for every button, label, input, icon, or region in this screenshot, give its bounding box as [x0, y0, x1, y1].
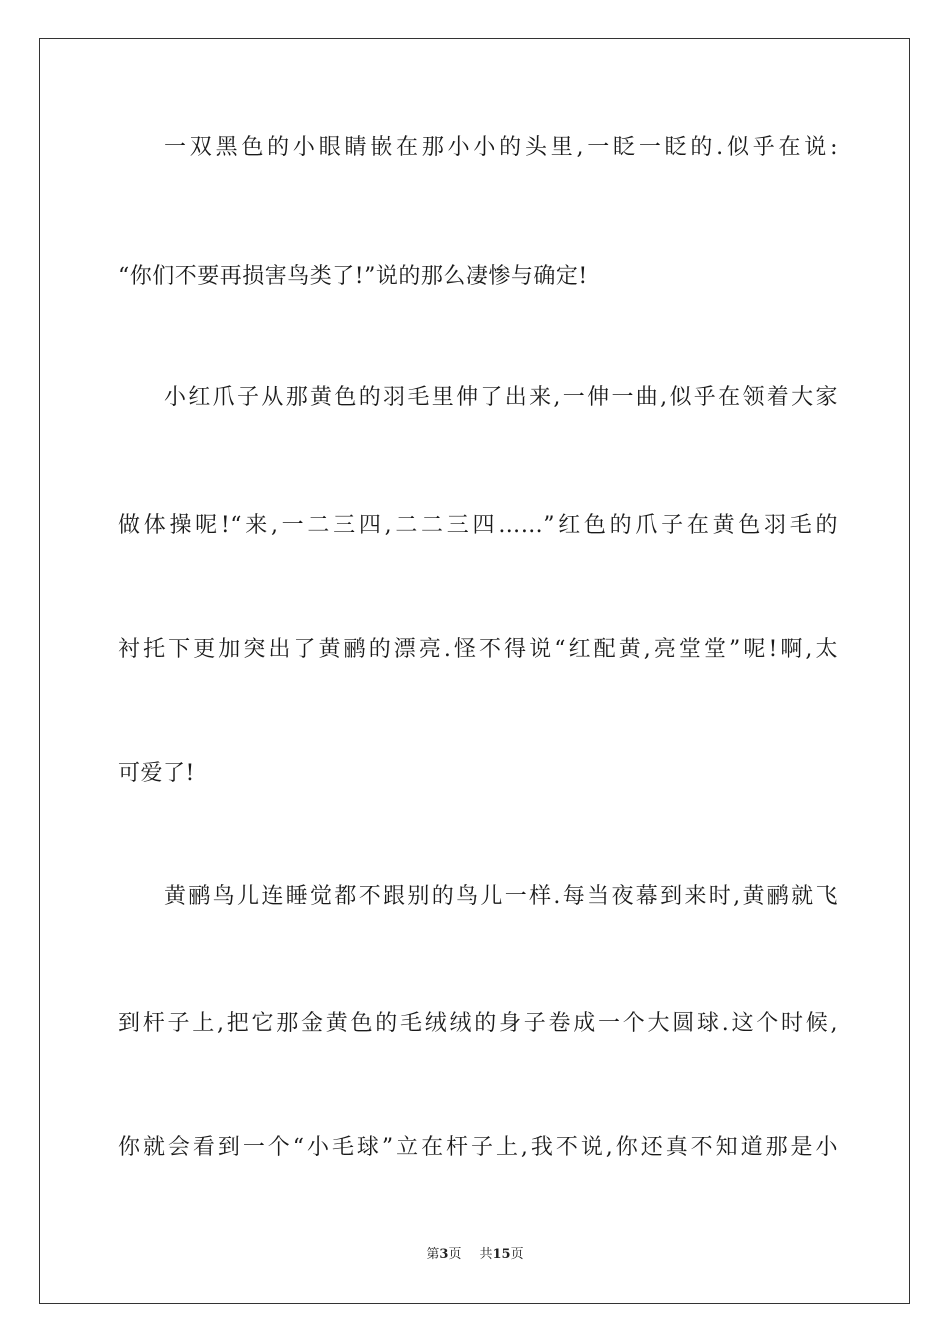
paragraph-line: 小红爪子从那黄色的羽毛里伸了出来,一伸一曲,似乎在领着大家 [164, 385, 838, 410]
paragraph-line: 到杆子上,把它那金黄色的毛绒绒的身子卷成一个大圆球.这个时候, [118, 1011, 838, 1036]
paragraph-line: “你们不要再损害鸟类了!”说的那么凄惨与确定! [118, 264, 588, 289]
paragraph-line: 黄鹂鸟儿连睡觉都不跟别的鸟儿一样.每当夜幕到来时,黄鹂就飞 [164, 884, 838, 909]
paragraph-line: 一双黑色的小眼睛嵌在那小小的头里,一眨一眨的.似乎在说: [164, 135, 838, 160]
page-prefix: 第 [426, 1247, 440, 1262]
total-suffix: 页 [510, 1247, 524, 1262]
paragraph-line: 可爱了! [118, 761, 195, 786]
page-number: 3 [439, 1247, 449, 1262]
page-suffix: 页 [448, 1247, 462, 1262]
paragraph-line: 做体操呢!“来,一二三四,二二三四……”红色的爪子在黄色羽毛的 [118, 513, 838, 538]
paragraph-line: 衬托下更加突出了黄鹂的漂亮.怪不得说“红配黄,亮堂堂”呢!啊,太 [118, 637, 838, 662]
paragraph-line: 你就会看到一个“小毛球”立在杆子上,我不说,你还真不知道那是小 [118, 1135, 838, 1160]
page-border [39, 38, 910, 1304]
total-prefix: 共 [479, 1247, 493, 1262]
page-footer [0, 1246, 950, 1264]
total-pages: 15 [492, 1247, 511, 1262]
